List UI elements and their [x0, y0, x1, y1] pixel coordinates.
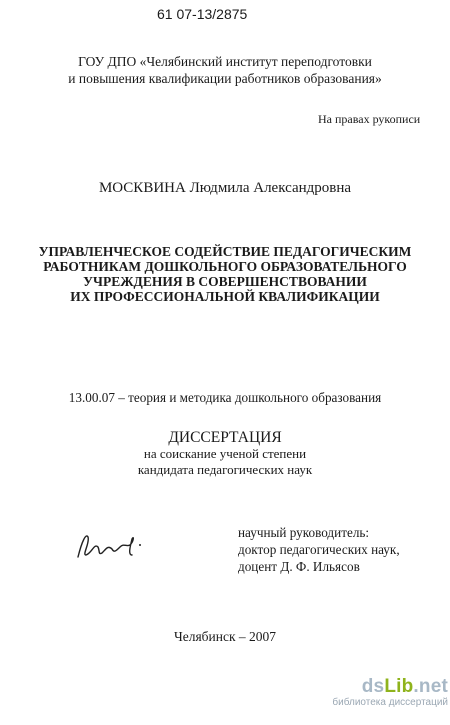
organization-line-2: и повышения квалификации работников образования» — [68, 71, 382, 86]
specialty-code: 13.00.07 – теория и методика дошкольного образования — [68, 390, 382, 405]
organization-line-1: ГОУ ДПО «Челябинский институт переподготовки — [78, 54, 372, 69]
degree-line-1: на соискание ученой степени — [143, 446, 307, 461]
supervisor-line-3: доцент Д. Ф. Ильясов — [238, 559, 360, 574]
dslib-site-name — [330, 676, 448, 698]
logo-lib: Lib — [384, 676, 414, 697]
title-line-2: РАБОТНИКАМ ДОШКОЛЬНОГО ОБРАЗОВАТЕЛЬНОГО — [43, 259, 407, 274]
scientific-supervisor — [238, 524, 400, 575]
title-line-3: УЧРЕЖДЕНИЯ В СОВЕРШЕНСТВОВАНИИ — [83, 274, 367, 289]
logo-net: .net — [413, 676, 448, 697]
author-name: МОСКВИНА Людмила Александровна — [98, 180, 352, 196]
dissertation-degree — [0, 430, 450, 478]
manuscript-rights: На правах рукописи — [318, 112, 421, 126]
logo-ds: ds — [361, 676, 385, 697]
title-line-4: ИХ ПРОФЕССИОНАЛЬНОЙ КВАЛИФИКАЦИИ — [70, 289, 380, 304]
supervisor-line-2: доктор педагогических наук, — [238, 542, 400, 557]
organization-header — [0, 53, 450, 87]
dslib-watermark[interactable] — [330, 676, 448, 722]
degree-line-2: кандидата педагогических наук — [137, 462, 313, 477]
supervisor-line-1: научный руководитель: — [238, 525, 370, 540]
dissertation-heading: ДИССЕРТАЦИЯ — [168, 429, 282, 446]
signature-icon — [72, 525, 152, 565]
title-line-1: УПРАВЛЕНЧЕСКОЕ СОДЕЙСТВИЕ ПЕДАГОГИЧЕСКИМ — [38, 244, 412, 259]
dslib-tagline: библиотека диссертаций — [332, 697, 448, 708]
archive-code: 61 07-13/2875 — [157, 6, 248, 22]
dissertation-title — [0, 244, 450, 304]
city-year: Челябинск – 2007 — [173, 629, 277, 644]
